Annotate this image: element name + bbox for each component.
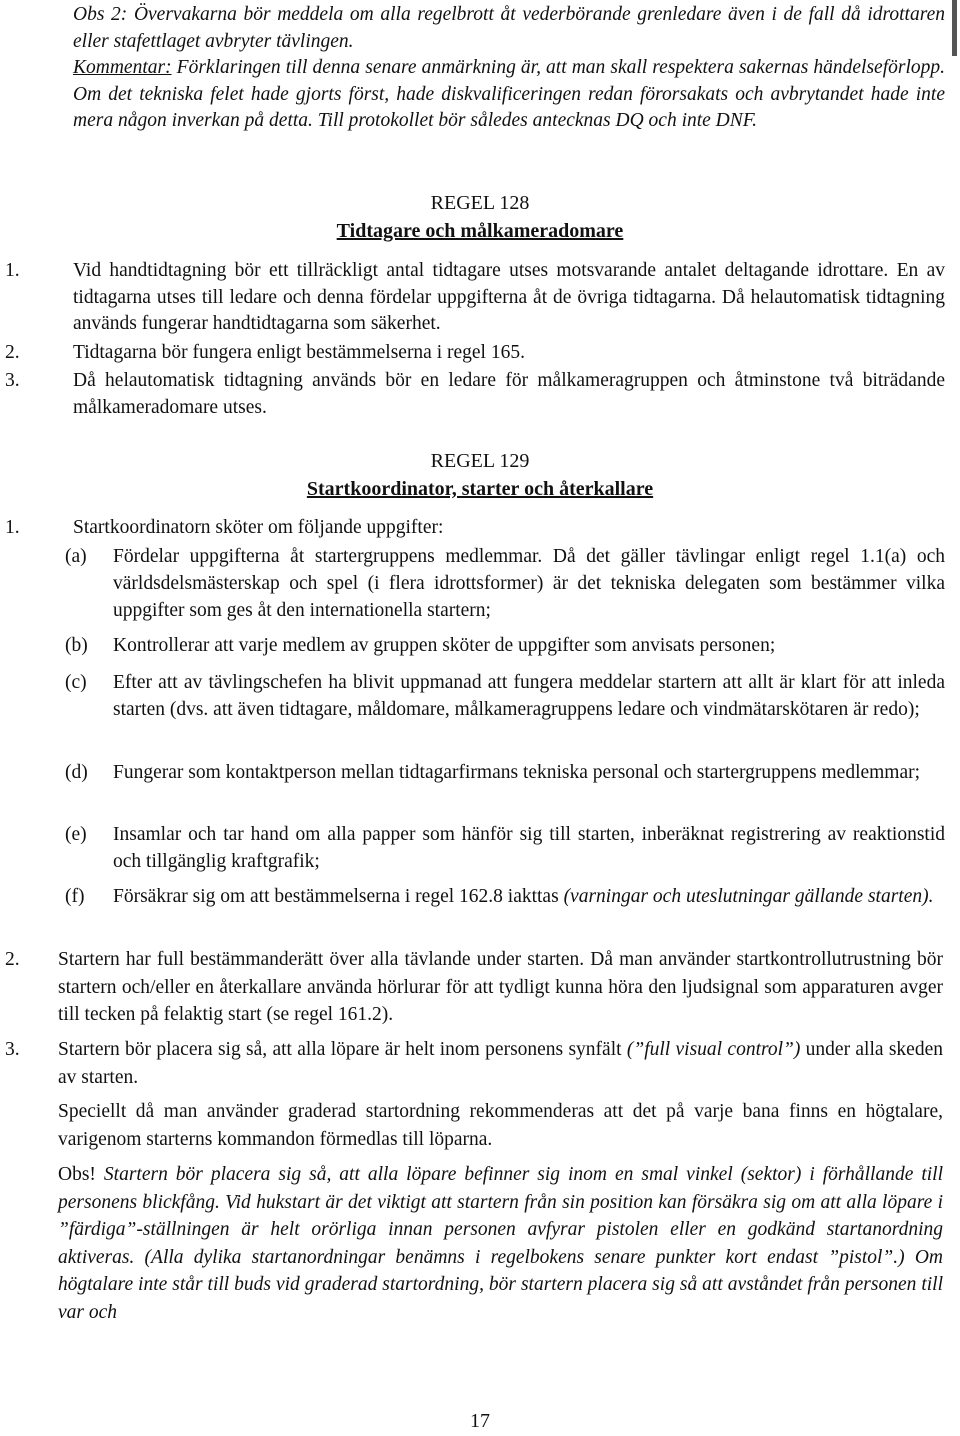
kommentar-text: Förklaringen till denna senare anmärkning är, att man skall respektera sakernas händelseförlopp. Om det tekniska felet hade gjorts först, hade diskvalificeringen redan förorsakats och avbrytandet hade inte mera någon inverkan på detta. Till protokollet bör således antecknas DQ och inte DNF. [73, 57, 945, 132]
sub-item-text: Efter att av tävlingschefen ha blivit uppmanad att fungera meddelar startern att allt är klart för att inleda starten (dvs. att även tidtagare, måldomare, målkameragruppens ledare och vindmätarskötaren är redo); [113, 672, 945, 720]
regel-128-number: REGEL 128 [430, 192, 530, 214]
obs-text: Startern bör placera sig så, att alla löpare befinner sig inom en smal vinkel (sektor) i förhållande till personens blickfång. Vid hukstart är det viktigt att startern från sin position kan försäkra sig om att alla löpare i ”färdiga”-ställningen är helt orörliga innan personen avfyrar pistolen eller en godkänd startanordning aktiveras. (Alla dylika startanordningar benämns i regelbokens senare punkter kort endast ”pistol”.) Om högtalare inte står till buds vid graderad startordning, bör startern placera sig så att avståndet från personen till var och [58, 1164, 943, 1323]
obs2-text: Obs 2: Övervakarna bör meddela om alla regelbrott åt vederbörande grenledare även i de fall då idrottaren eller stafettlaget avbryter tävlingen. [73, 4, 945, 52]
kommentar-label: Kommentar: [73, 57, 172, 79]
item-number: 1. [5, 260, 20, 281]
page-number: 17 [470, 1410, 490, 1432]
sub-item-label: (f) [65, 886, 85, 907]
obs-label: Obs! [58, 1164, 96, 1185]
sub-item-text: Insamlar och tar hand om alla papper som hänför sig till starten, inberäknat registrering av reaktionstid och tillgänglig kraftgrafik; [113, 824, 945, 872]
item-text: Vid handtidtagning bör ett tillräckligt antal tidtagare utses motsvarande antalet deltagande idrottare. En av tidtagarna utses till ledare och denna fördelar uppgifterna åt de övriga tidtagarna. Då helautomatisk tidtagning används fungerar handtidtagarna som säkerhet. [73, 260, 945, 335]
sub-item-label: (d) [65, 762, 88, 783]
item-number: 2. [5, 949, 20, 970]
item-number: 1. [5, 517, 20, 538]
sub-item-text [113, 883, 945, 910]
sub-item-text: Fungerar som kontaktperson mellan tidtagarfirmans tekniska personal och startergruppens medlemmar; [113, 762, 921, 783]
regel-128-title: Tidtagare och målkameradomare [336, 220, 624, 242]
item-3-italic: (”full visual control”) [626, 1039, 801, 1060]
item-3-text: Startern bör placera sig så, att alla löpare är helt inom personens synfält [58, 1039, 627, 1060]
sub-item-label: (b) [65, 635, 88, 656]
sub-item-f-italic: (varningar och uteslutningar gällande starten). [563, 886, 934, 907]
sub-item-text: Fördelar uppgifterna åt startergruppens medlemmar. Då det gäller tävlingar enligt regel 1.1(a) och världsdelsmästerskap och spel (i flera idrottsformer) är det tekniska delegaten som bestämmer vilka uppgifter som ges åt den internationella startern; [113, 546, 945, 621]
item-number: 2. [5, 342, 20, 363]
obs-paragraph [58, 1161, 943, 1326]
sub-item-label: (a) [65, 546, 87, 567]
item-text: Då helautomatisk tidtagning används bör en ledare för målkameragruppen och åtminstone två biträdande målkameradomare utses. [73, 370, 945, 418]
regel-129-number: REGEL 129 [430, 450, 530, 472]
item-text: Startkoordinatorn sköter om följande uppgifter: [73, 517, 444, 538]
item-3-text-end: under alla skeden av starten. [58, 1039, 943, 1088]
sub-item-f-text: Försäkrar sig om att bestämmelserna i regel 162.8 iakttas [113, 886, 564, 907]
page-edge-marker [952, 0, 957, 56]
item-text [58, 1036, 943, 1091]
item-text: Tidtagarna bör fungera enligt bestämmelserna i regel 165. [73, 342, 525, 363]
regel-129-title: Startkoordinator, starter och återkallare [306, 478, 654, 500]
item-number: 3. [5, 1039, 20, 1060]
item-number: 3. [5, 370, 20, 391]
speciellt-paragraph: Speciellt då man använder graderad startordning rekommenderas att det på varje bana finns en högtalare, varigenom starterns kommandon förmedlas till löparna. [58, 1101, 943, 1150]
sub-item-label: (c) [65, 672, 87, 693]
sub-item-label: (e) [65, 824, 87, 845]
obs2-paragraph [73, 2, 945, 135]
item-text: Startern har full bestämmanderätt över alla tävlande under starten. Då man använder startkontrollutrustning bör startern och/eller en återkallare använda hörlurar för att tydligt kunna höra den ljudsignal som apparaturen avger till tecken på felaktig start (se regel 161.2). [58, 949, 943, 1025]
sub-item-text: Kontrollerar att varje medlem av gruppen sköter de uppgifter som anvisats personen; [113, 635, 776, 656]
